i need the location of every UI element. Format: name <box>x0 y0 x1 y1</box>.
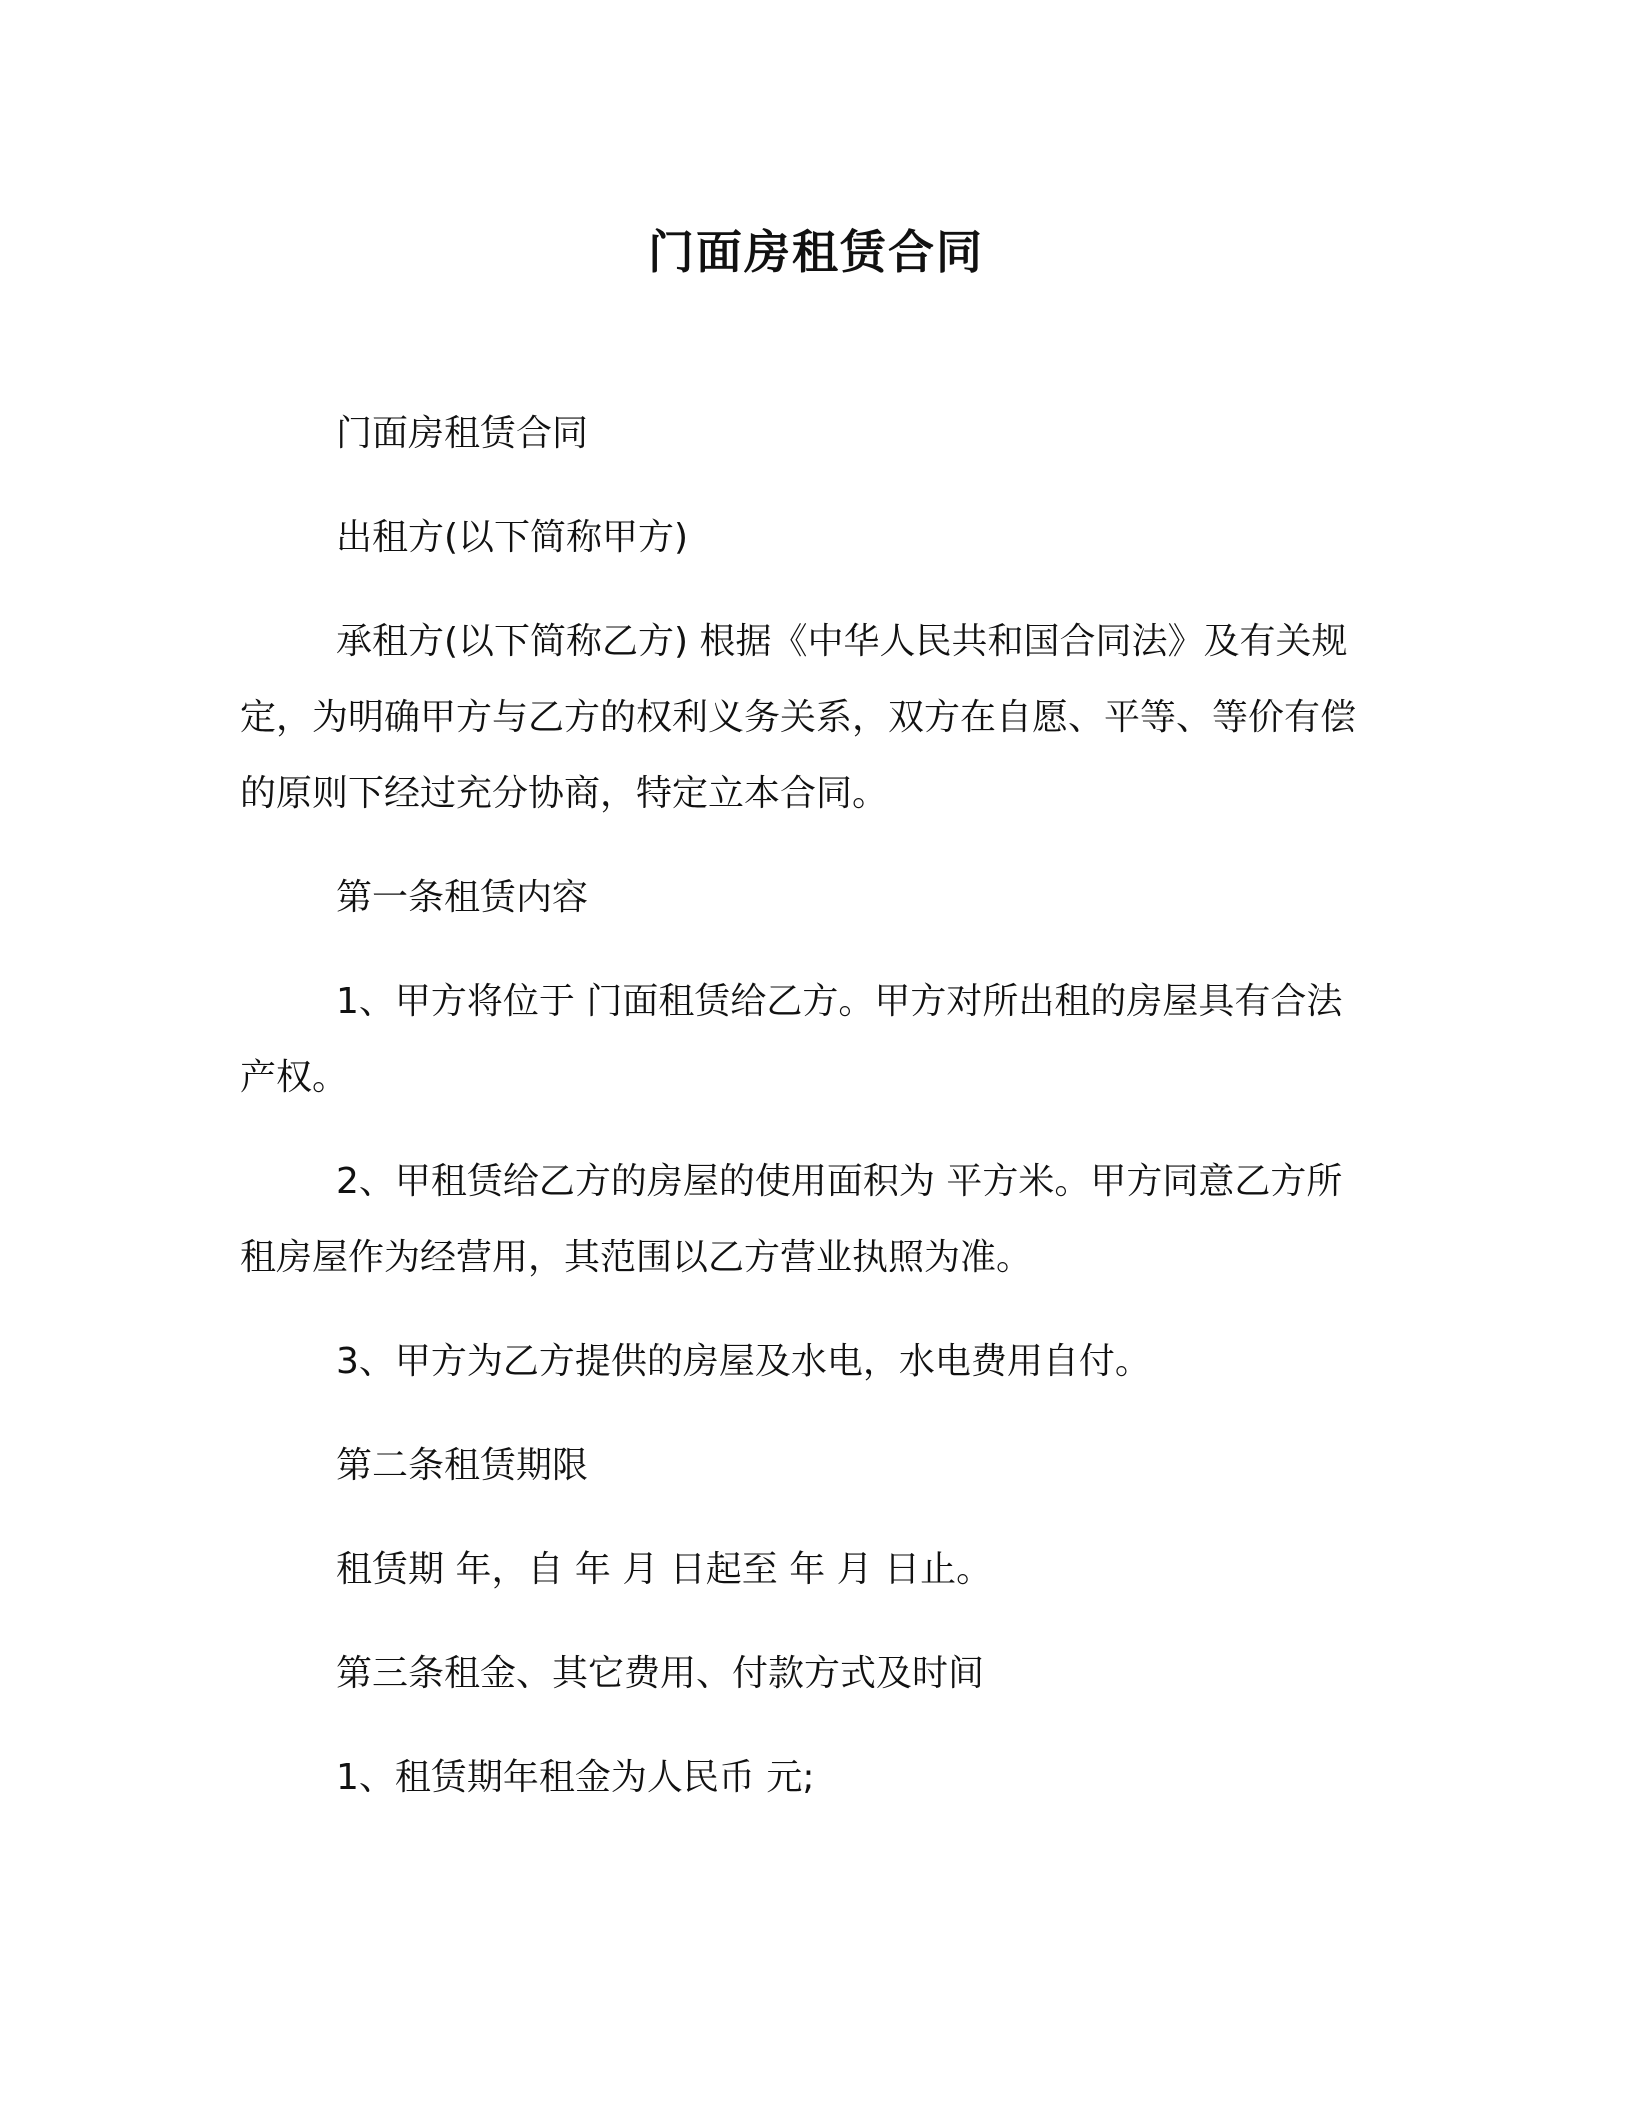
article-3-item-1: 1、租赁期年租金为人民币 元; <box>336 1757 815 1798</box>
article-2-heading: 第二条租赁期限 <box>336 1445 589 1486</box>
paragraph-contract-name: 门面房租赁合同 <box>336 413 589 454</box>
article-3-heading: 第三条租金、其它费用、付款方式及时间 <box>336 1653 985 1694</box>
article-1-item-1: 1、甲方将位于 门面租赁给乙方。甲方对所出租的房屋具有合法产权。 <box>240 981 1343 1098</box>
article-2-term: 租赁期 年，自 年 月 日起至 年 月 日止。 <box>336 1549 993 1590</box>
article-1-item-3: 3、甲方为乙方提供的房屋及水电，水电费用自付。 <box>336 1341 1151 1382</box>
paragraph-lessor: 出租方(以下简称甲方) <box>336 517 689 558</box>
document-body <box>240 396 1372 1844</box>
paragraph-lessee-intro: 承租方(以下简称乙方) 根据《中华人民共和国合同法》及有关规定，为明确甲方与乙方的权利义务关系，双方在自愿、平等、等价有偿的原则下经过充分协商，特定立本合同。 <box>240 621 1357 814</box>
article-1-heading: 第一条租赁内容 <box>336 877 589 918</box>
article-1-item-2: 2、甲租赁给乙方的房屋的使用面积为 平方米。甲方同意乙方所租房屋作为经营用，其范围以乙方营业执照为准。 <box>240 1161 1343 1278</box>
document-title: 门面房租赁合同 <box>648 225 984 279</box>
